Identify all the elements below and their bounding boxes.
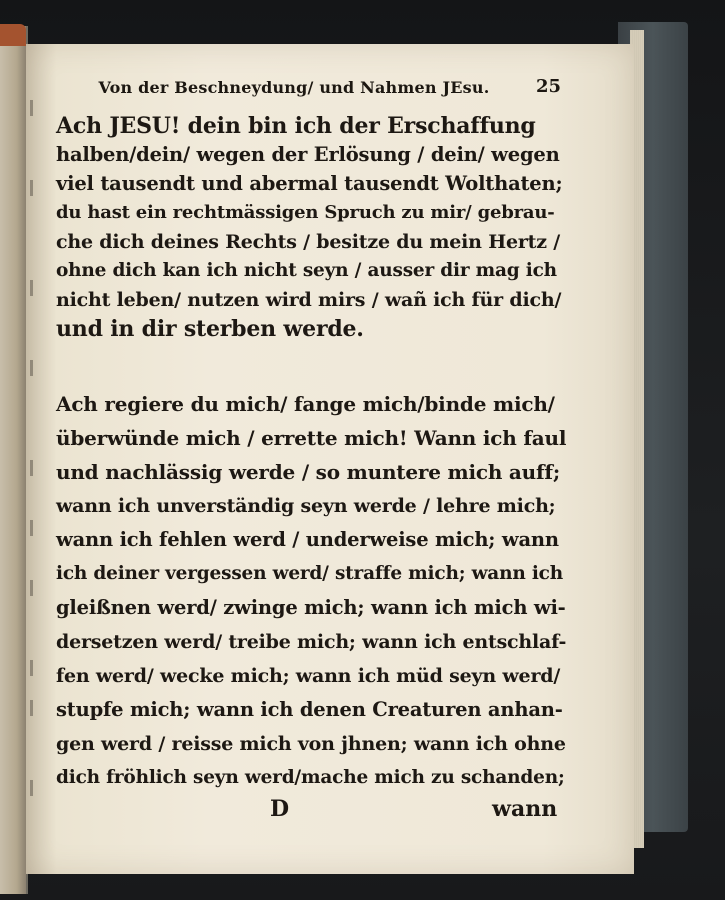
paragraph-2-line: dich fröhlich seyn werd/mache mich zu schanden; [56, 767, 565, 788]
paragraph-1-line: ohne dich kan ich nicht seyn / ausser dir mag ich [56, 260, 557, 281]
paragraph-2-line: wann ich fehlen werd / underweise mich; wann [56, 528, 559, 551]
paragraph-2-line: Ach regiere du mich/ fange mich/binde mich/ [56, 392, 555, 416]
paragraph-2-line: ich deiner vergessen werd/ straffe mich; wann ich [56, 563, 563, 584]
paragraph-1-line: nicht leben/ nutzen wird mirs / wañ ich für dich/ [56, 289, 562, 311]
running-head: Von der Beschneydung/ und Nahmen JEsu. [98, 78, 490, 97]
bookmark-tab [0, 24, 26, 46]
paragraph-1-line: halben/dein/ wegen der Erlösung / dein/ wegen [56, 143, 560, 166]
paragraph-2-line: stupfe mich; wann ich denen Creaturen anhan- [56, 698, 563, 721]
paragraph-2-line: wann ich unverständig seyn werde / lehre mich; [56, 495, 556, 517]
paragraph-2-line: gleißnen werd/ zwinge mich; wann ich mich wi- [56, 596, 566, 619]
paragraph-1-line: und in dir sterben werde. [56, 316, 364, 342]
margin-marks [30, 60, 36, 820]
catchword: wann [492, 796, 558, 822]
paragraph-2-line: fen werd/ wecke mich; wann ich müd seyn werd/ [56, 665, 561, 687]
paragraph-1-line: che dich deines Rechts / besitze du mein Hertz / [56, 231, 560, 253]
paragraph-2-line: und nachlässig werde / so muntere mich auff; [56, 460, 561, 484]
page-number: 25 [536, 76, 562, 97]
paragraph-2-line: überwünde mich / errette mich! Wann ich faul [56, 426, 567, 450]
paragraph-1-line: Ach JESU! dein bin ich der Erschaffung [56, 113, 536, 139]
paragraph-2-line: gen werd / reisse mich von jhnen; wann ich ohne [56, 733, 566, 755]
paragraph-1-line: viel tausendt und abermal tausendt Wolthaten; [56, 172, 563, 195]
paragraph-1-line: du hast ein rechtmässigen Spruch zu mir/ gebrau- [56, 202, 555, 223]
paragraph-2-line: dersetzen werd/ treibe mich; wann ich entschlaf- [56, 631, 567, 653]
book-spine-left [0, 26, 28, 894]
signature-mark: D [270, 796, 290, 822]
